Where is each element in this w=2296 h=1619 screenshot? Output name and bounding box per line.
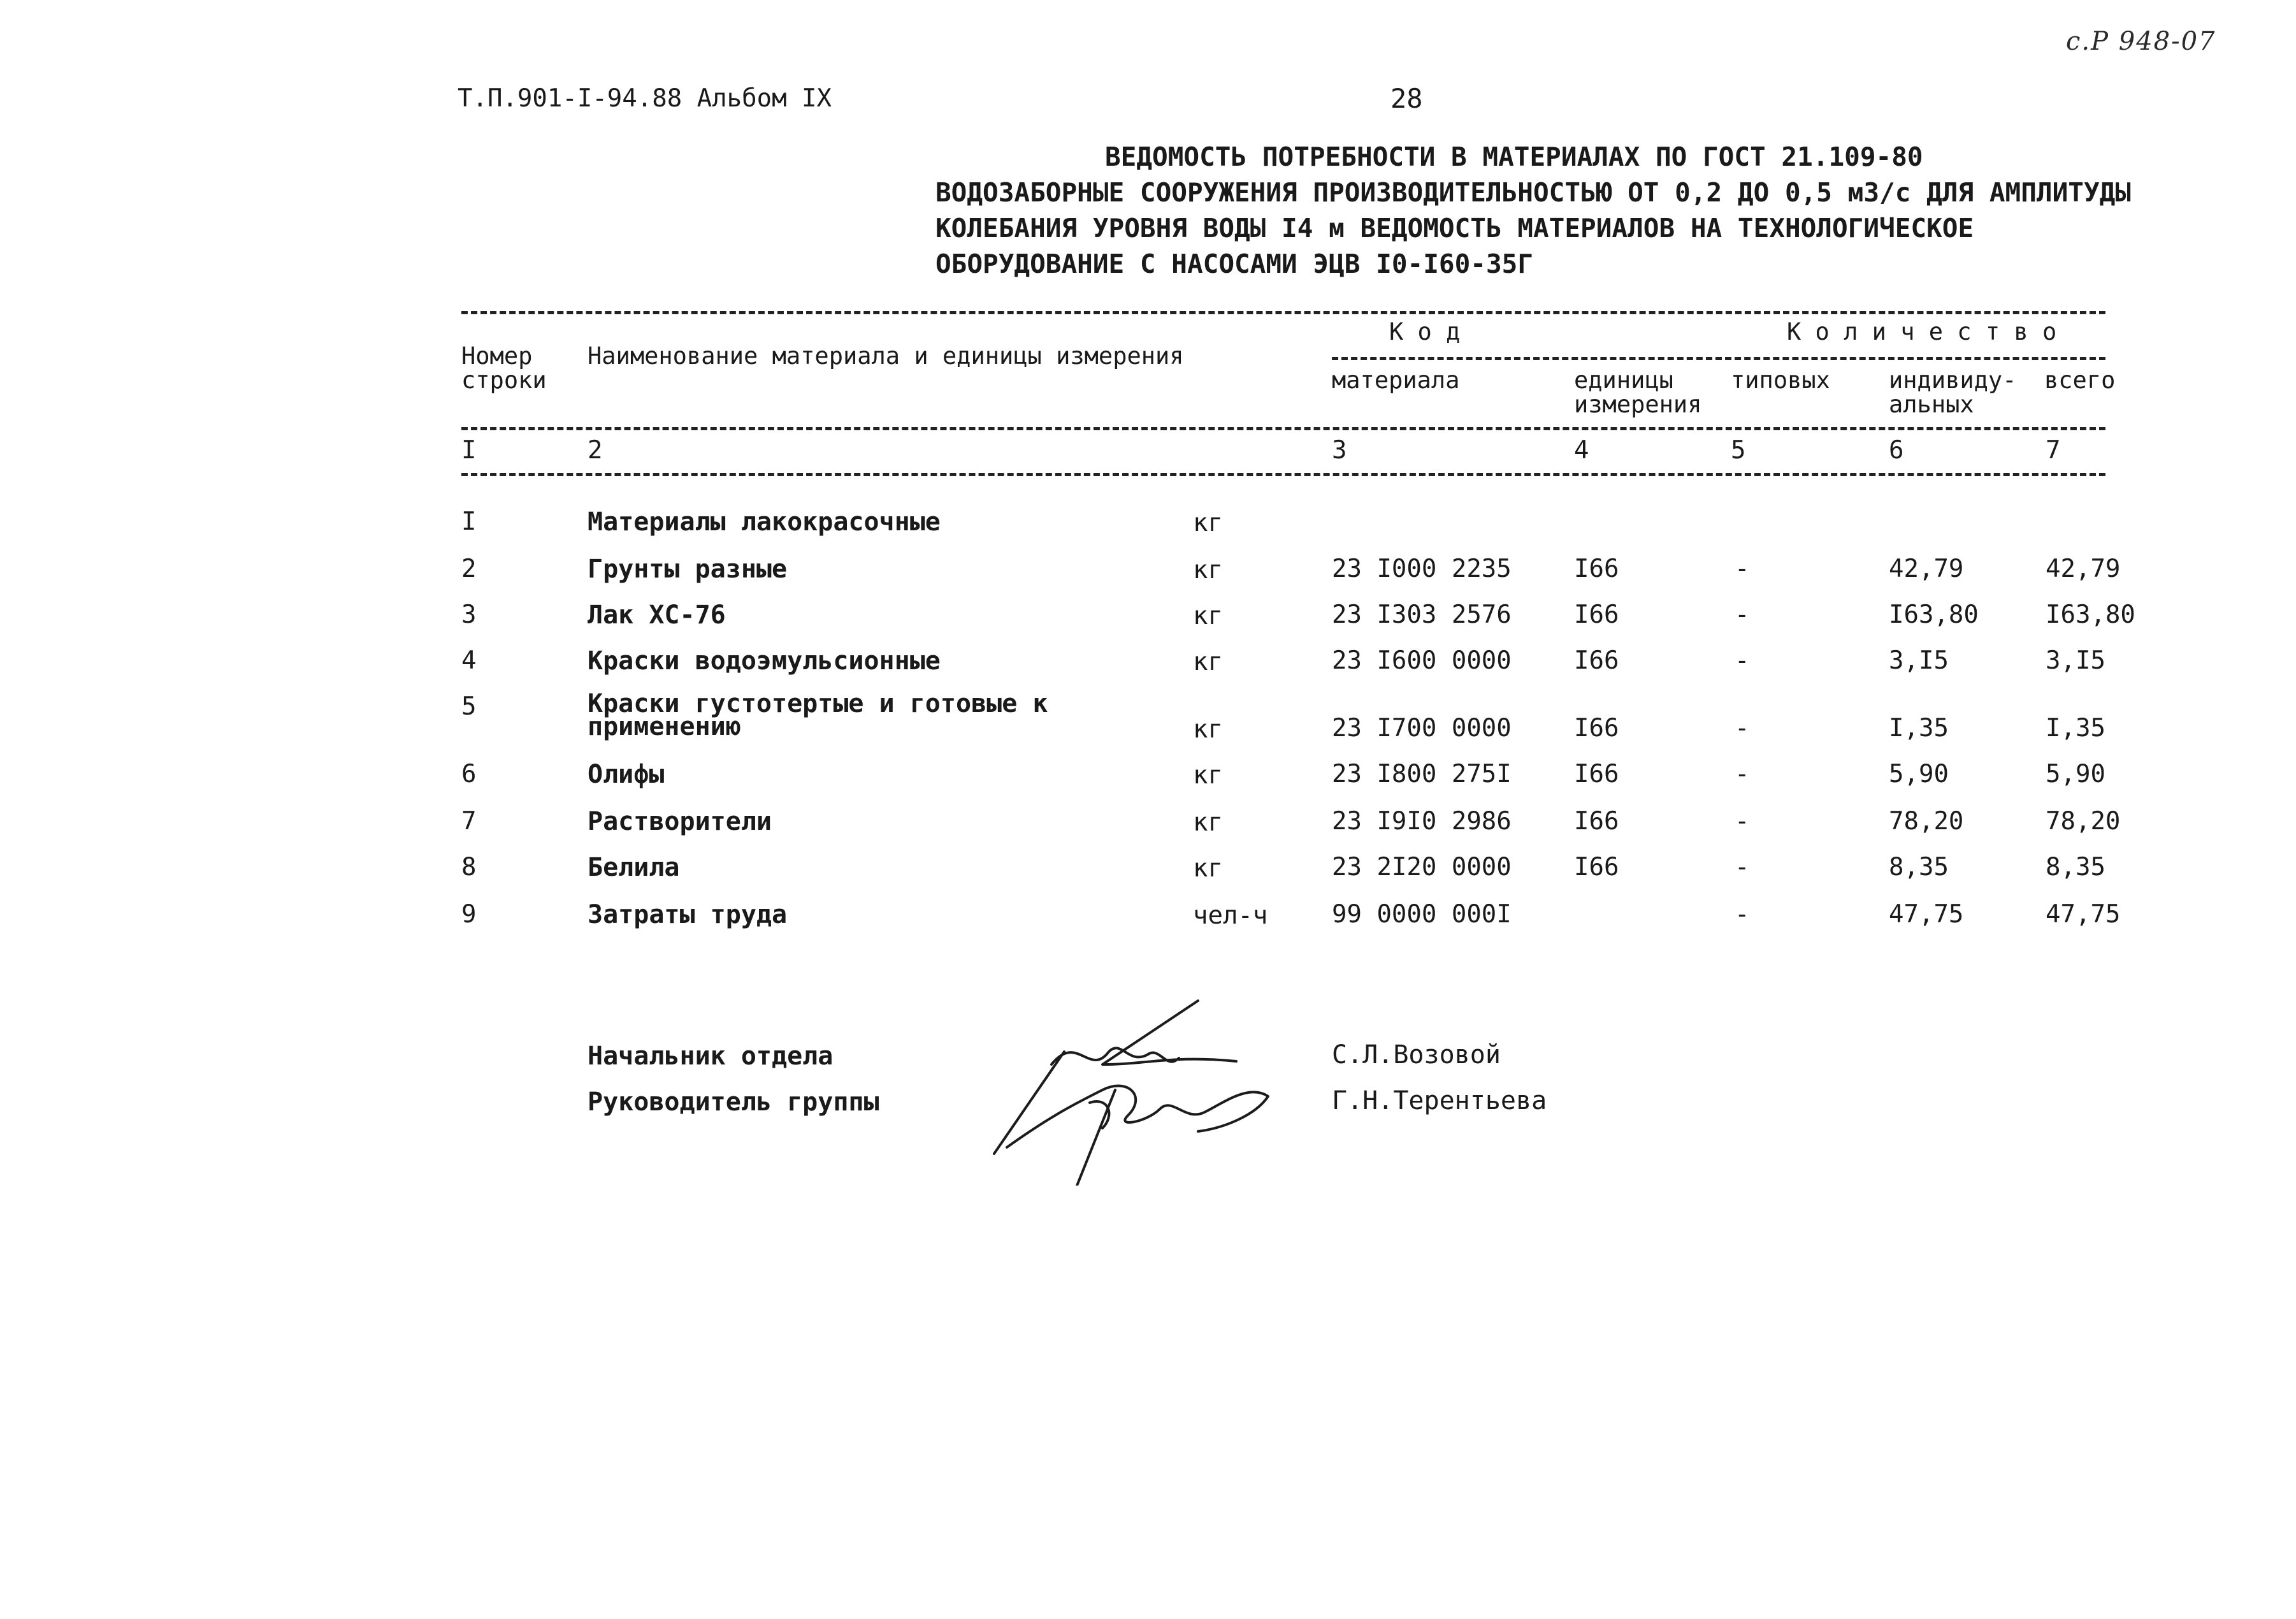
- typical-qty: -: [1735, 760, 1750, 788]
- unit-code: I66: [1574, 646, 1619, 675]
- material-code: 23 I800 275I: [1332, 760, 1512, 788]
- unit: кг: [1193, 854, 1223, 883]
- typical-qty: -: [1735, 853, 1750, 882]
- unit-code: I66: [1574, 555, 1619, 583]
- header-individual-line-1: индивиду-: [1889, 367, 2017, 394]
- total-qty: 3,I5: [2046, 646, 2105, 675]
- row-number: I: [461, 507, 477, 536]
- handwritten-signature: [956, 994, 1287, 1186]
- material-name-line-2: применению: [588, 712, 741, 741]
- signer-name-1: С.Л.Возовой: [1332, 1040, 1501, 1070]
- column-number: 6: [1889, 436, 1904, 465]
- header-quantity-group: К о л и ч е с т в о: [1787, 318, 2057, 345]
- title-line-2: ВОДОЗАБОРНЫЕ СООРУЖЕНИЯ ПРОИЗВОДИТЕЛЬНОСТЬЮ ОТ 0,2 ДО 0,5 м3/с ДЛЯ АМПЛИТУДЫ: [935, 177, 2131, 208]
- individual-qty: I,35: [1889, 714, 1949, 743]
- material-code: 23 I700 0000: [1332, 714, 1512, 743]
- row-number: 4: [461, 646, 477, 675]
- table-top-rule: [461, 311, 2105, 314]
- material-name: Затраты труда: [588, 900, 788, 929]
- total-qty: 42,79: [2046, 555, 2121, 583]
- header-individual-line-2: альных: [1889, 391, 1974, 418]
- header-material-name: Наименование материала и единицы измерения: [588, 342, 1184, 370]
- material-code: 99 0000 000I: [1332, 900, 1512, 929]
- column-number: 2: [588, 436, 603, 465]
- header-typical: типовых: [1731, 367, 1830, 394]
- material-name: [588, 689, 1048, 741]
- row-number: 6: [461, 760, 477, 788]
- material-code: 23 I9I0 2986: [1332, 807, 1512, 836]
- total-qty: I,35: [2046, 714, 2105, 743]
- column-number: I: [461, 436, 477, 465]
- row-number: 5: [461, 692, 477, 721]
- column-number: 4: [1574, 436, 1589, 465]
- typical-qty: -: [1735, 646, 1750, 675]
- signer-name-2: Г.Н.Терентьева: [1332, 1086, 1547, 1115]
- unit: чел-ч: [1193, 901, 1268, 930]
- individual-qty: 78,20: [1889, 807, 1964, 836]
- header-individual: [1889, 368, 2016, 417]
- material-name: Олифы: [588, 760, 665, 789]
- individual-qty: 42,79: [1889, 555, 1964, 583]
- individual-qty: 8,35: [1889, 853, 1949, 882]
- material-code: 23 I303 2576: [1332, 600, 1512, 629]
- header-material-code: материала: [1332, 367, 1460, 394]
- typical-qty: -: [1735, 555, 1750, 583]
- total-qty: 8,35: [2046, 853, 2105, 882]
- header-unit-line-2: измерения: [1574, 391, 1702, 418]
- header-row-no-line-1: Номер: [461, 342, 533, 370]
- material-name-line-1: Краски густотертые и готовые к: [588, 689, 1048, 718]
- unit-code: I66: [1574, 853, 1619, 882]
- row-number: 7: [461, 807, 477, 836]
- typical-qty: -: [1735, 600, 1750, 629]
- header-bottom-rule: [461, 427, 2105, 430]
- material-code: 23 I600 0000: [1332, 646, 1512, 675]
- individual-qty: I63,80: [1889, 600, 1979, 629]
- total-qty: 78,20: [2046, 807, 2121, 836]
- unit-code: I66: [1574, 714, 1619, 743]
- title-line-3: КОЛЕБАНИЯ УРОВНЯ ВОДЫ I4 м ВЕДОМОСТЬ МАТЕРИАЛОВ НА ТЕХНОЛОГИЧЕСКОЕ: [935, 213, 1974, 243]
- material-name: Белила: [588, 853, 680, 882]
- column-number: 3: [1332, 436, 1347, 465]
- unit: кг: [1193, 715, 1223, 744]
- row-number: 2: [461, 555, 477, 583]
- header-unit-code: [1574, 368, 1701, 417]
- column-number: 5: [1731, 436, 1746, 465]
- individual-qty: 5,90: [1889, 760, 1949, 788]
- group-header-rule: [1332, 357, 2105, 360]
- header-row-no-line-2: строки: [461, 367, 547, 394]
- column-number: 7: [2046, 436, 2061, 465]
- role-group-lead: Руководитель группы: [588, 1087, 879, 1117]
- typical-qty: -: [1735, 900, 1750, 929]
- individual-qty: 3,I5: [1889, 646, 1949, 675]
- header-unit-line-1: единицы: [1574, 367, 1673, 394]
- header-total: всего: [2044, 367, 2116, 394]
- material-name: Материалы лакокрасочные: [588, 507, 941, 537]
- material-name: Грунты разные: [588, 555, 788, 584]
- unit: кг: [1193, 509, 1223, 537]
- material-code: 23 2I20 0000: [1332, 853, 1512, 882]
- unit-code: I66: [1574, 600, 1619, 629]
- page-number: 28: [1390, 83, 1423, 114]
- unit-code: I66: [1574, 807, 1619, 836]
- material-name: Лак ХС-76: [588, 600, 726, 630]
- unit-code: I66: [1574, 760, 1619, 788]
- total-qty: 5,90: [2046, 760, 2105, 788]
- typical-qty: -: [1735, 714, 1750, 743]
- unit: кг: [1193, 602, 1223, 630]
- typical-qty: -: [1735, 807, 1750, 836]
- unit: кг: [1193, 648, 1223, 676]
- title-line-4: ОБОРУДОВАНИЕ С НАСОСАМИ ЭЦВ I0-I60-35Г: [935, 249, 1533, 279]
- unit: кг: [1193, 808, 1223, 837]
- unit: кг: [1193, 556, 1223, 584]
- header-code-group: К о д: [1389, 318, 1461, 345]
- header-row-no: [461, 344, 547, 393]
- material-name: Краски водоэмульсионные: [588, 646, 941, 676]
- material-code: 23 I000 2235: [1332, 555, 1512, 583]
- row-number: 9: [461, 900, 477, 929]
- material-name: Растворители: [588, 807, 772, 836]
- unit: кг: [1193, 761, 1223, 790]
- row-number: 3: [461, 600, 477, 629]
- total-qty: 47,75: [2046, 900, 2121, 929]
- handwritten-note: с.Р 948-07: [2066, 27, 2216, 56]
- individual-qty: 47,75: [1889, 900, 1964, 929]
- document-code: Т.П.901-I-94.88 Альбом IX: [458, 84, 832, 113]
- title-line-1: ВЕДОМОСТЬ ПОТРЕБНОСТИ В МАТЕРИАЛАХ ПО ГОСТ 21.109-80: [1105, 142, 1923, 172]
- total-qty: I63,80: [2046, 600, 2135, 629]
- role-department-head: Начальник отдела: [588, 1042, 834, 1071]
- column-numbers-rule: [461, 473, 2105, 476]
- row-number: 8: [461, 853, 477, 882]
